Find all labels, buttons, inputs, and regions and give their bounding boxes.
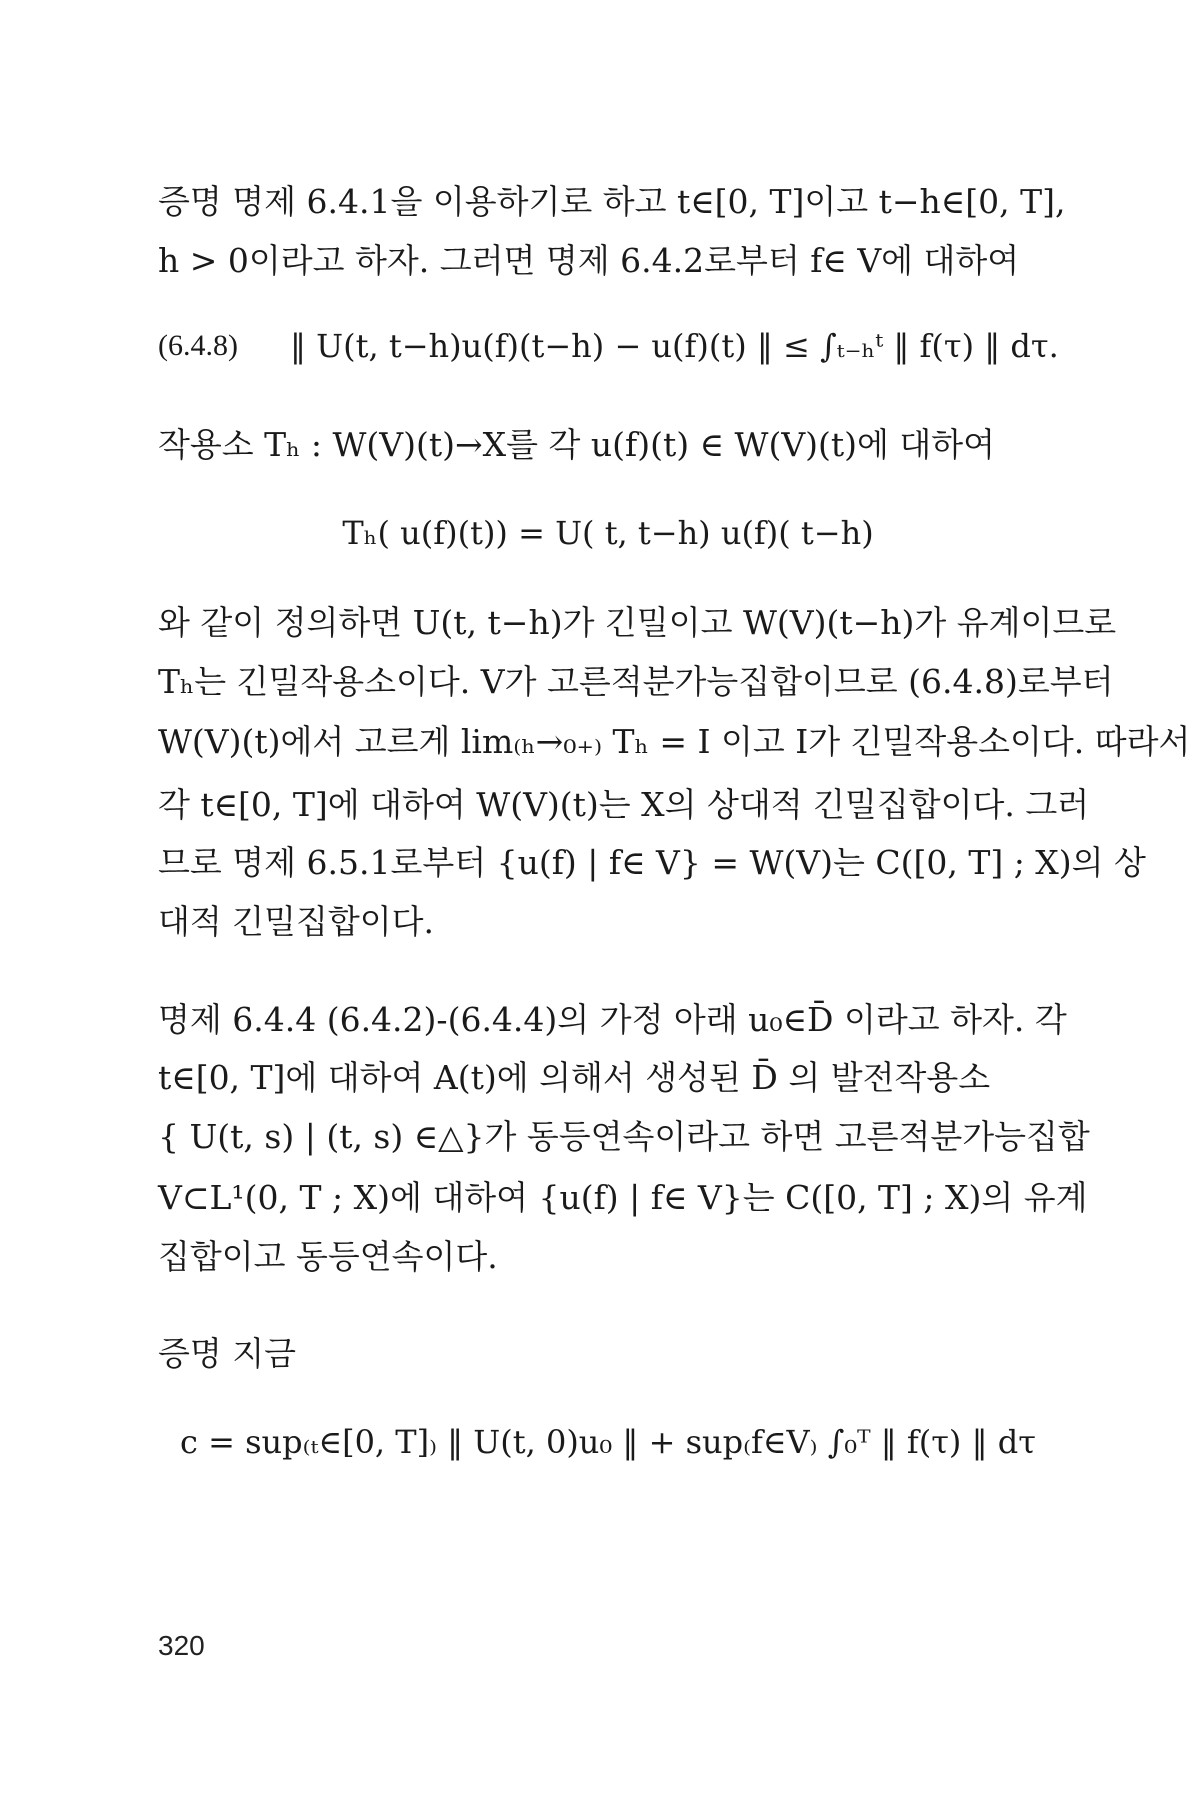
text-line: t∈[0, T]에 대하여 A(t)에 의해서 생성된 D̄ 의 발전작용소 [158, 1058, 991, 1097]
text-line: 증명 지금 [158, 1334, 297, 1373]
text-line: 증명 명제 6.4.1을 이용하기로 하고 t∈[0, T]이고 t−h∈[0, T], [158, 182, 1066, 221]
equation-Th: Tₕ( u(f)(t)) = U( t, t−h) u(f)( t−h) [342, 514, 874, 552]
equation-c: c = sup₍ₜ∈[0, T]₎ ‖ U(t, 0)u₀ ‖ + sup₍f∈V₎ ∫₀ᵀ ‖ f(τ) ‖ dτ [180, 1423, 1036, 1461]
text-line: 므로 명제 6.5.1로부터 {u(f) | f∈ V} = W(V)는 C([0, T] ; X)의 상 [158, 843, 1146, 882]
text-line: V⊂L¹(0, T ; X)에 대하여 {u(f) | f∈ V}는 C([0, T] ; X)의 유계 [158, 1178, 1088, 1217]
page-number: 320 [158, 1630, 205, 1661]
text-line: W(V)(t)에서 고르게 lim₍ₕ→₀₊₎ Tₕ = I 이고 I가 긴밀작용소이다. 따라서 [158, 722, 1191, 761]
text-line: { U(t, s) | (t, s) ∈△}가 동등연속이라고 하면 고른적분가능집합 [158, 1117, 1090, 1156]
text-line: 작용소 Tₕ : W(V)(t)→X를 각 u(f)(t) ∈ W(V)(t)에 대하여 [158, 425, 996, 464]
text-line: Tₕ는 긴밀작용소이다. V가 고른적분가능집합이므로 (6.4.8)로부터 [158, 662, 1114, 701]
text-line: 명제 6.4.4 (6.4.2)-(6.4.4)의 가정 아래 u₀∈D̄ 이라고 하자. 각 [158, 1000, 1067, 1039]
equation-6-4-8: ‖ U(t, t−h)u(f)(t−h) − u(f)(t) ‖ ≤ ∫ₜ₋ₕᵗ ‖ f(τ) ‖ dτ. [290, 327, 1059, 365]
text-line: h > 0이라고 하자. 그러면 명제 6.4.2로부터 f∈ V에 대하여 [158, 241, 1020, 280]
equation-label: (6.4.8) [158, 329, 238, 362]
text-line: 각 t∈[0, T]에 대하여 W(V)(t)는 X의 상대적 긴밀집합이다. 그러 [158, 785, 1090, 824]
text-line: 와 같이 정의하면 U(t, t−h)가 긴밀이고 W(V)(t−h)가 유계이므로 [158, 603, 1117, 642]
text-line: 집합이고 동등연속이다. [158, 1237, 498, 1276]
text-line: 대적 긴밀집합이다. [158, 902, 435, 941]
